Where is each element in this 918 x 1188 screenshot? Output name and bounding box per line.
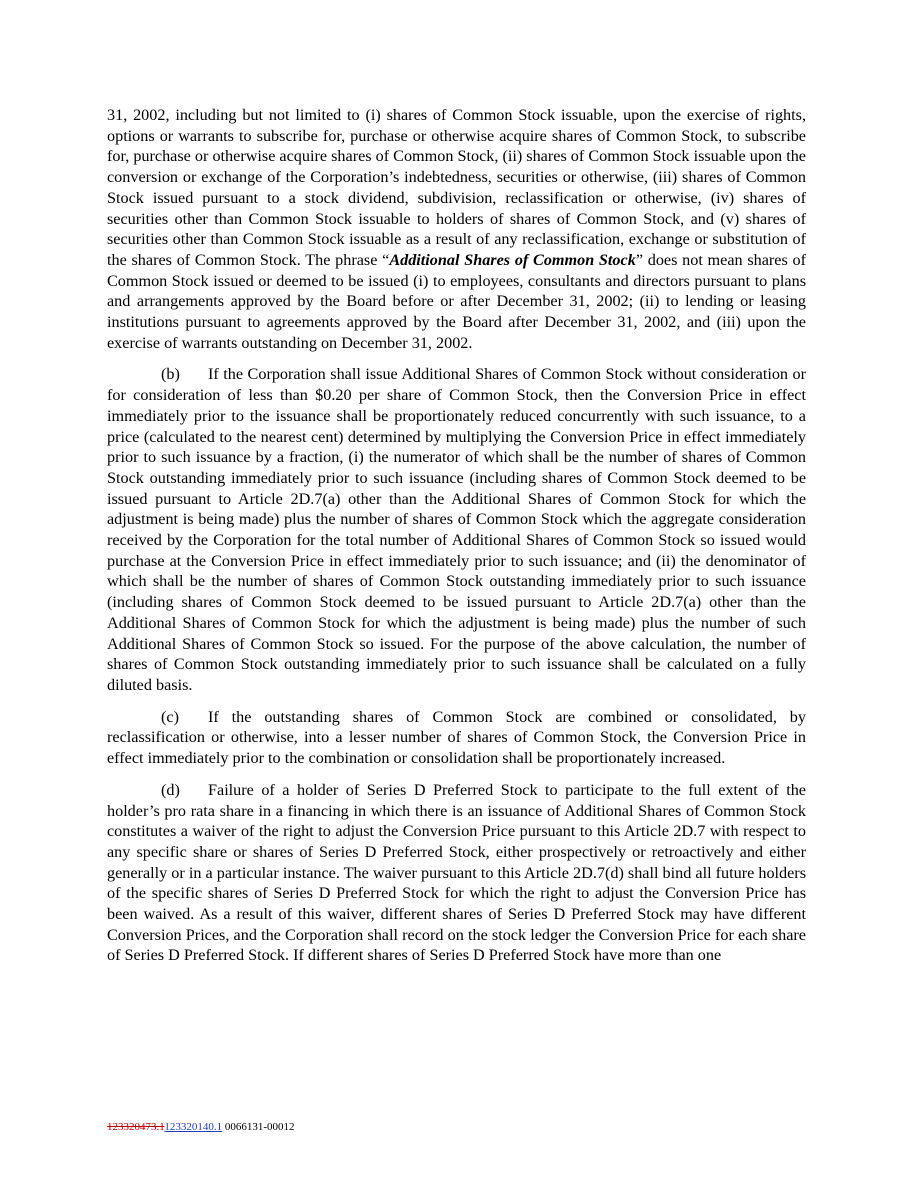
defined-term: Additional Shares of Common Stock	[389, 250, 636, 269]
paragraph-c	[107, 707, 806, 769]
paragraph-text: Failure of a holder of Series D Preferred Stock to participate to the full extent of the holder’s pro rata share in a financing in which there is an issuance of Additional Shares of Common Stock constitutes a waiver of the right to adjust the Conversion Price pursuant to this Article 2D.7 with respect to any specific share or shares of Series D Preferred Stock, either prospectively or retroactively and either generally or in a particular instance. The waiver pursuant to this Article 2D.7(d) shall bind all future holders of the specific shares of Series D Preferred Stock for which the right to adjust the Conversion Price has been waived. As a result of this waiver, different shares of Series D Preferred Stock may have different Conversion Prices, and the Corporation shall record on the stock ledger the Conversion Price for each share of Series D Preferred Stock. If different shares of Series D Preferred Stock have more than one	[107, 780, 806, 965]
inserted-doc-id: 123320140.1	[164, 1121, 223, 1133]
paragraph-label: (c)	[161, 707, 179, 726]
matter-number: 0066131-00012	[224, 1121, 295, 1133]
paragraph-text: If the outstanding shares of Common Stock are combined or consolidated, by reclassification or otherwise, into a lesser number of shares of Common Stock, the Conversion Price in effect immediately prior to the combination or consolidation shall be proportionately increased.	[107, 707, 806, 768]
document-footer	[107, 1121, 295, 1133]
paragraph-text: 31, 2002, including but not limited to (i) shares of Common Stock issuable, upon the exercise of rights, options or warrants to subscribe for, purchase or otherwise acquire shares of Common Stock, to subscribe for, purchase or otherwise acquire shares of Common Stock, (ii) shares of Common Stock issuable upon the conversion or exchange of the Corporation’s indebtedness, securities or otherwise, (iii) shares of Common Stock issued pursuant to a stock dividend, subdivision, reclassification or otherwise, (iv) shares of securities other than Common Stock issuable to holders of shares of Common Stock, and (v) shares of securities other than Common Stock issuable as a result of any reclassification, exchange or substitution of the shares of Common Stock. The phrase “	[107, 106, 806, 269]
paragraph-label: (d)	[161, 780, 180, 799]
paragraph-text: If the Corporation shall issue Additional Shares of Common Stock without consideration or for consideration of less than $0.20 per share of Common Stock, then the Conversion Price in effect immediately prior to the issuance shall be proportionately reduced concurrently with such issuance, to a price (calculated to the nearest cent) determined by multiplying the Conversion Price in effect immediately prior to such issuance by a fraction, (i) the numerator of which shall be the number of shares of Common Stock outstanding immediately prior to such issuance (including shares of Common Stock deemed to be issued pursuant to Article 2D.7(a) other than the Additional Shares of Common Stock for which the adjustment is being made) plus the number of shares of Common Stock which the aggregate consideration received by the Corporation for the total number of Additional Shares of Common Stock so issued would purchase at the Conversion Price in effect immediately prior to such issuance; and (ii) the denominator of which shall be the number of shares of Common Stock outstanding immediately prior to such issuance (including shares of Common Stock deemed to be issued pursuant to Article 2D.7(a) other than the Additional Shares of Common Stock for which the adjustment is being made) plus the number of such Additional Shares of Common Stock so issued. For the purpose of the above calculation, the number of shares of Common Stock outstanding immediately prior to such issuance shall be calculated on a fully diluted basis.	[107, 365, 806, 694]
paragraph-text: ” does not mean shares of Common Stock issued or deemed to be issued (i) to employees, consultants and directors pursuant to plans and arrangements approved by the Board before or after December 31, 2002; (ii) to lending or leasing institutions pursuant to agreements approved by the Board after December 31, 2002, and (iii) upon the exercise of warrants outstanding on December 31, 2002.	[107, 250, 806, 352]
deleted-doc-id: 123320473.1	[107, 1121, 165, 1133]
document-page	[107, 105, 806, 977]
paragraph-b	[107, 364, 806, 695]
paragraph-label: (b)	[161, 365, 180, 384]
paragraph-definition	[107, 105, 806, 353]
paragraph-d	[107, 780, 806, 966]
